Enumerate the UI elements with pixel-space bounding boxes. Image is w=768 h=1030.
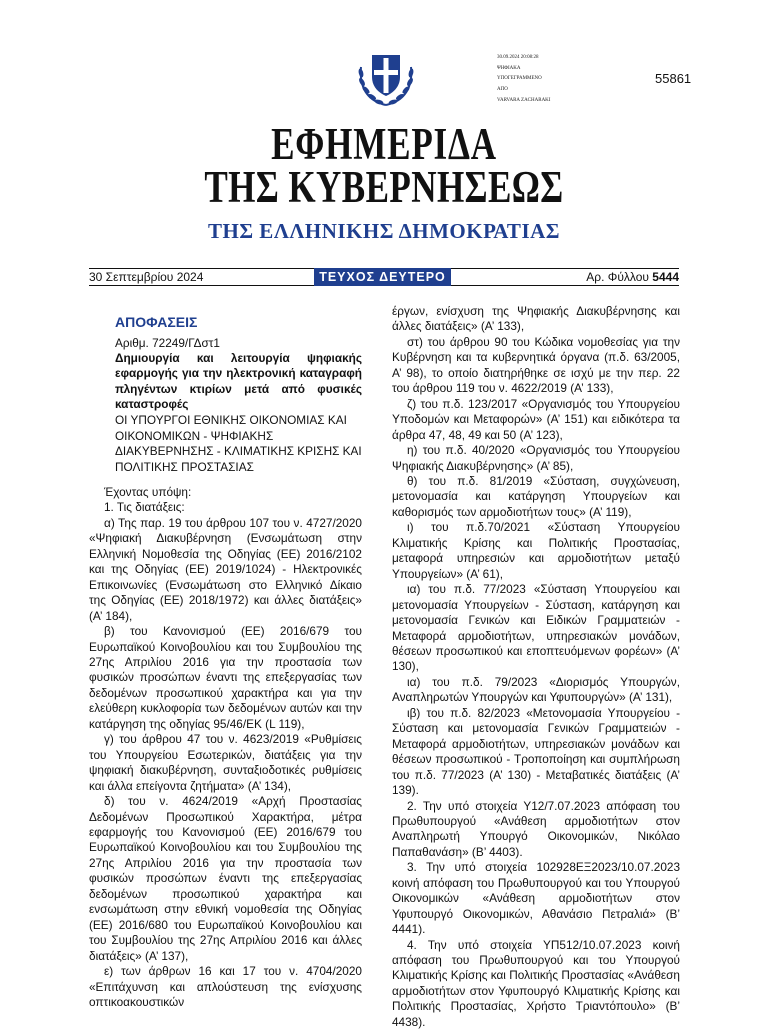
greek-coat-of-arms-icon <box>355 45 417 109</box>
paragraph: η) του π.δ. 40/2020 «Οργανισμός του Υπουργείου Ψηφιακής Διακυβέρνησης» (Α’ 85), <box>392 443 680 473</box>
paragraph: γ) του άρθρου 47 του ν. 4623/2019 «Ρυθμίσεις του Υπουργείου Εσωτερικών, διατάξεις για την ψηφιακή διακυβέρνηση, συνταξιοδοτικές ρυθμίσεις και άλλα επείγοντα ζητήματα» (Α’ 134), <box>89 732 362 793</box>
masthead-subtitle: ΤΗΣ ΕΛΛΗΝΙΚΗΣ ΔΗΜΟΚΡΑΤΙΑΣ <box>207 219 561 243</box>
digital-signature-line: 30.09.2024 20:08:28 <box>497 55 539 60</box>
section-heading: ΑΠΟΦΑΣΕΙΣ <box>115 314 198 330</box>
paragraph: ια) του π.δ. 77/2023 «Σύσταση Υπουργείου και μετονομασία Υπουργείων - Σύσταση, κατάργηση και μετονομασία Γενικών και Ειδικών Γραμματειών - Μεταφορά αρμοδιοτήτων, υπηρεσιακών μονάδων, θέσεων προσωπικού και εποπτευόμενων φορέων» (Α’ 130), <box>392 582 680 674</box>
decision-title: Δημιουργία και λειτουργία ψηφιακής εφαρμογής για την ηλεκτρονική καταγραφή πληγέντων κτιρίων μετά από φυσικές καταστροφές <box>115 351 362 412</box>
issue-number: 55861 <box>655 71 692 86</box>
digital-signature-line: ΥΠΟΓΕΓΡΑΜΜΕΝΟ <box>497 76 542 82</box>
paragraph: έργων, ενίσχυση της Ψηφιακής Διακυβέρνησης και άλλες διατάξεις» (Α’ 133), <box>392 304 680 334</box>
left-column-text <box>89 485 362 1010</box>
paragraph: ιβ) του π.δ. 82/2023 «Μετονομασία Υπουργείου - Σύσταση και μετονομασία Γενικών Γραμματειών - Μεταφορά αρμοδιοτήτων, υπηρεσιακών μονάδων και θέσεων προσωπικού - Τροποποίηση και συμπλήρωση του π.δ. 77/2023 (Α’ 130) - Μεταβατικές διατάξεις (Α’ 139). <box>392 705 680 798</box>
right-column-text <box>392 304 680 1030</box>
masthead-title-line1: ΕΦΗΜΕΡΙΔΑ <box>271 119 497 169</box>
masthead-title-line2: ΤΗΣ ΚΥΒΕΡΝΗΣΕΩΣ <box>204 162 564 212</box>
sheet-number <box>586 270 679 284</box>
digital-signature-line: VARVARA ZACHARAKI <box>497 97 551 103</box>
paragraph: β) του Κανονισμού (ΕΕ) 2016/679 του Ευρωπαϊκού Κοινοβουλίου και του Συμβουλίου της 27ης Απριλίου 2016 για την προστασία των φυσικών προσώπων έναντι της επεξεργασίας των δεδομένων προσωπικού χαρακτήρα και για την ελεύθερη κυκλοφορία των δεδομένων αυτών και την κατάργηση της οδηγίας 95/46/ΕΚ (L 119), <box>89 624 362 731</box>
paragraph: ζ) του π.δ. 123/2017 «Οργανισμός του Υπουργείου Υποδομών και Μεταφορών» (Α’ 151) και ειδικότερα τα άρθρα 47, 48, 49 και 50 (Α’ 123), <box>392 396 680 442</box>
paragraph: ια) του π.δ. 79/2023 «Διορισμός Υπουργών, Αναπληρωτών Υπουργών και Υφυπουργών» (Α’ 131), <box>392 674 680 705</box>
digital-signature-line: ΨΗΦΙΑΚΑ <box>497 65 521 71</box>
paragraph: ι) του π.δ.70/2021 «Σύσταση Υπουργείου Κλιματικής Κρίσης και Πολιτικής Προστασίας, μεταφορά υπηρεσιών και αρμοδιοτήτων μεταξύ Υπουργείων» (Α’ 61), <box>392 520 680 581</box>
paragraph: στ) του άρθρου 90 του Κώδικα νομοθεσίας για την Κυβέρνηση και τα κυβερνητικά όργανα (π.δ. 63/2005, Α’ 98), το οποίο διατηρήθηκε σε ισχύ με την περ. 22 του άρθρου 119 του ν. 4622/2019 (Α’ 133), <box>392 334 680 396</box>
digital-signature-block <box>497 53 550 107</box>
ministers-heading: ΟΙ ΥΠΟΥΡΓΟΙ ΕΘΝΙΚΗΣ ΟΙΚΟΝΟΜΙΑΣ ΚΑΙ ΟΙΚΟΝΟΜΙΚΩΝ - ΨΗΦΙΑΚΗΣ ΔΙΑΚΥΒΕΡΝΗΣΗΣ - ΚΛΙΜΑΤΙΚΗΣ ΚΡΙΣΗΣ ΚΑΙ ΠΟΛΙΤΙΚΗΣ ΠΡΟΣΤΑΣΙΑΣ <box>115 413 362 474</box>
digital-signature-line: ΑΠΟ <box>497 87 508 93</box>
paragraph: 3. Την υπό στοιχεία 102928ΕΞ2023/10.07.2023 κοινή απόφαση του Πρωθυπουργού και του Υπουργού Οικονομικών «Ανάθεση αρμοδιοτήτων στον Υφυπουργό Οικονομικών, Αθανάσιο Πετραλιά» (Β’ 4441). <box>392 860 680 937</box>
paragraph: 4. Την υπό στοιχεία ΥΠ512/10.07.2023 κοινή απόφαση του Πρωθυπουργού και του Υπουργού Κλιματικής Κρίσης και Πολιτικής Προστασίας «Ανάθεση αρμοδιοτήτων στον Υφυπουργό Κλιματικής Κρίσης και Πολιτικής Προστασίας, Χρήστο Τριαντόπουλο» (Β’ 4438). <box>392 937 680 1029</box>
decision-number: Αριθμ. 72249/ΓΔστ1 <box>115 336 220 350</box>
series-badge: ΤΕΥΧΟΣ ΔΕΥΤΕΡΟ <box>314 268 451 286</box>
sheet-number-value: 5444 <box>652 270 679 284</box>
paragraph: θ) του π.δ. 81/2019 «Σύσταση, συγχώνευση, μετονομασία και κατάργηση Υπουργείων και καθορισμός των αρμοδιοτήτων τους» (Α’ 119), <box>392 473 680 519</box>
paragraph: 1. Τις διατάξεις: <box>104 500 185 515</box>
paragraph: α) Της παρ. 19 του άρθρου 107 του ν. 4727/2020 «Ψηφιακή Διακυβέρνηση (Ενσωμάτωση στην Ελληνική Νομοθεσία της Οδηγίας (ΕΕ) 2016/2102 και της Οδηγίας (ΕΕ) 2019/1024) - Ηλεκτρονικές Επικοινωνίες (Ενσωμάτωση στο Ελληνικό Δίκαιο της Οδηγίας (ΕΕ) 2018/1972) και άλλες διατάξεις» (Α’ 184), <box>89 515 362 623</box>
paragraph: Έχοντας υπόψη: <box>104 485 192 499</box>
paragraph: ε) των άρθρων 16 και 17 του ν. 4704/2020 «Επιτάχυνση και απλούστευση της ενίσχυσης οπτικοακουστικών <box>89 964 362 1009</box>
issue-date: 30 Σεπτεμβρίου 2024 <box>89 270 204 284</box>
paragraph: δ) του ν. 4624/2019 «Αρχή Προστασίας Δεδομένων Προσωπικού Χαρακτήρα, μέτρα εφαρμογής του Κανονισμού (ΕΕ) 2016/679 του Ευρωπαϊκού Κοινοβουλίου και του Συμβουλίου της 27ης Απριλίου 2016 για την προστασία των φυσικών προσώπων έναντι της επεξεργασίας δεδομένων προσωπικού χαρακτήρα και ενσωμάτωση στην εθνική νομοθεσία της Οδηγίας (ΕΕ) 2016/680 του Ευρωπαϊκού Κοινοβουλίου και του Συμβουλίου της 27ης Απριλίου 2016 και άλλες διατάξεις» (Α’ 137), <box>89 794 362 963</box>
sheet-number-label: Αρ. Φύλλου <box>586 270 649 284</box>
paragraph: 2. Την υπό στοιχεία Υ12/7.07.2023 απόφαση του Πρωθυπουργού «Ανάθεση αρμοδιοτήτων στον Αναπληρωτή Υπουργό Οικονομικών, Νικόλαο Παπαθανάση» (Β’ 4403). <box>392 798 680 859</box>
issue-info-bar <box>89 268 679 286</box>
